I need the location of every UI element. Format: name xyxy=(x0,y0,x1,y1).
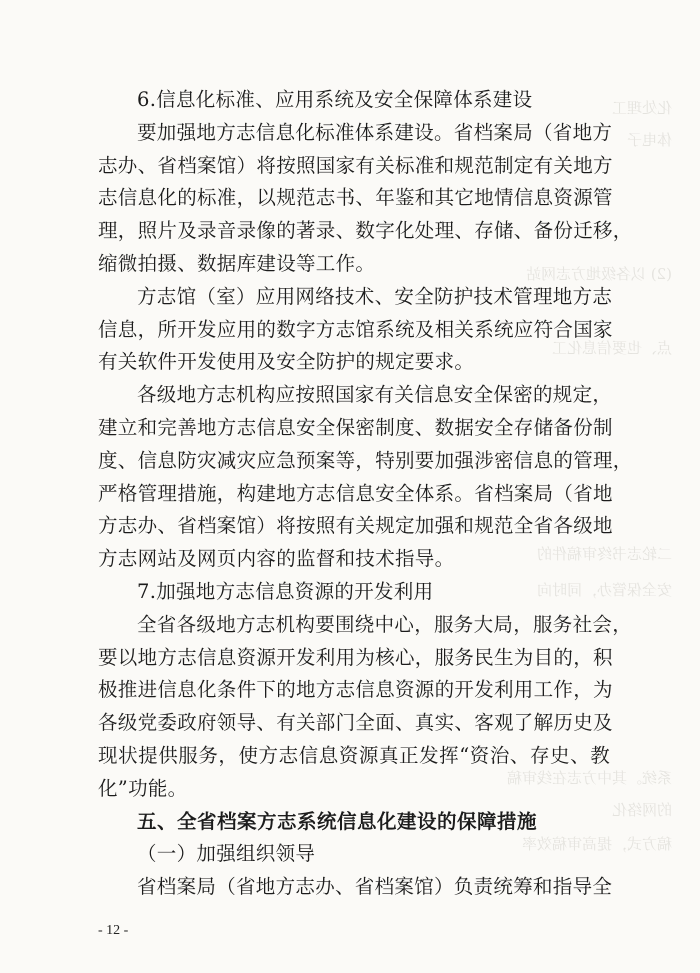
text-line: 有关软件开发使用及安全防护的规定要求。 xyxy=(98,350,475,374)
page-number: - 12 - xyxy=(98,923,129,938)
document-body xyxy=(98,84,633,904)
text-line: 方志馆（室）应用网络技术、安全防护技术管理地方志 xyxy=(137,284,613,308)
text-line: 严格管理措施，构建地方志信息安全体系。省档案局（省地 xyxy=(98,481,613,505)
text-line: 建立和完善地方志信息安全保密制度、数据安全存储备份制 xyxy=(98,415,613,439)
text-line: 度、信息防灾减灾应急预案等，特别要加强涉密信息的管理， xyxy=(98,448,633,472)
text-line: 化”功能。 xyxy=(98,776,188,800)
text-line: 缩微拍摄、数据库建设等工作。 xyxy=(98,251,376,275)
text-line: 全省各级地方志机构要围绕中心，服务大局，服务社会， xyxy=(137,612,633,636)
text-line: 志办、省档案馆）将按照国家有关标准和规范制定有关地方 xyxy=(98,153,613,177)
text-line: 各级地方志机构应按照国家有关信息安全保密的规定， xyxy=(137,383,613,407)
text-line: （一）加强组织领导 xyxy=(137,842,316,866)
text-line: 志信息化的标准，以规范志书、年鉴和其它地情信息资源管 xyxy=(98,186,613,210)
document-page xyxy=(98,84,633,904)
text-line: 信息，所开发应用的数字方志馆系统及相关系统应符合国家 xyxy=(98,317,613,341)
text-line: 理，照片及录音录像的著录、数字化处理、存储、备份迁移， xyxy=(98,219,633,243)
section-heading: 五、全省档案方志系统信息化建设的保障措施 xyxy=(137,809,538,833)
text-line: 要以地方志信息资源开发利用为核心，服务民生为目的，积 xyxy=(98,645,613,669)
text-line: 方志办、省档案馆）将按照有关规定加强和规范全省各级地 xyxy=(98,514,613,538)
text-line: 6.信息化标准、应用系统及安全保障体系建设 xyxy=(137,88,533,111)
text-line: 7.加强地方志信息资源的开发利用 xyxy=(137,579,434,603)
text-line: 极推进信息化条件下的地方志信息资源的开发利用工作，为 xyxy=(98,678,613,702)
text-line: 各级党委政府领导、有关部门全面、真实、客观了解历史及 xyxy=(98,711,613,735)
text-line: 现状提供服务，使方志信息资源真正发挥“资治、存史、教 xyxy=(98,743,610,767)
text-line: 方志网站及网页内容的监督和技术指导。 xyxy=(98,547,455,571)
text-line: 省档案局（省地方志办、省档案馆）负责统筹和指导全 xyxy=(137,875,613,899)
text-line: 要加强地方志信息化标准体系建设。省档案局（省地方 xyxy=(137,120,613,144)
